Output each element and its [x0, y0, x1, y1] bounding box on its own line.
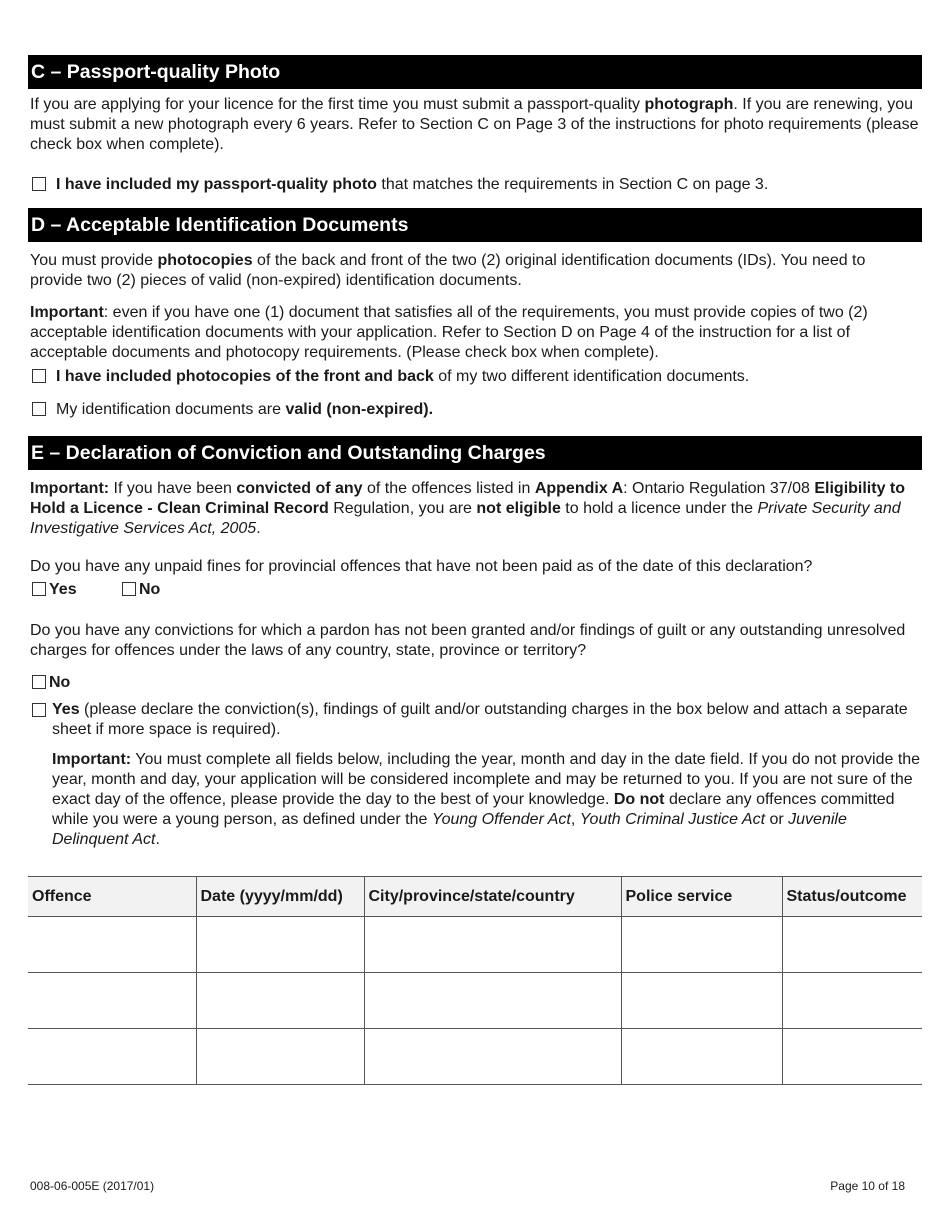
convictions-yes-checkbox[interactable] — [32, 703, 46, 717]
section-c-heading: C – Passport-quality Photo — [28, 55, 922, 89]
section-e-important-2: Important: You must complete all fields below, including the year, month and day in the date field. If you do not provide the year, month and day, your application will be considered incomplete and may be returned to you. If you are not sure of the exact day of the offence, please provide the day to the best of your knowledge. Do not declare any offences committed while you were a young person, as defined under the Young Offender Act, Youth Criminal Justice Act or Juvenile Delinquent Act. — [52, 751, 921, 848]
location-cell[interactable] — [364, 917, 621, 973]
offence-cell[interactable] — [28, 1029, 196, 1085]
header-date: Date (yyyy/mm/dd) — [196, 877, 364, 917]
convictions-question: Do you have any convictions for which a pardon has not been granted and/or findings of guilt or any outstanding unresolved charges for offences under the laws of any country, state, province or territory? — [30, 622, 906, 659]
convictions-yes-row — [32, 700, 922, 740]
offence-cell[interactable] — [28, 973, 196, 1029]
offence-cell[interactable] — [28, 917, 196, 973]
section-d-important: Important: even if you have one (1) document that satisfies all of the requirements, you must provide copies of two (2) acceptable identification documents with your application. Refer to Section D on Page 4 of the instruction for a list of acceptable documents and photocopy requirements. (Please check box when complete). — [30, 304, 868, 361]
table-header-row — [28, 877, 922, 917]
police-service-cell[interactable] — [621, 1029, 782, 1085]
photo-checkbox[interactable] — [32, 177, 46, 191]
date-cell[interactable] — [196, 917, 364, 973]
fines-no-checkbox[interactable] — [122, 582, 136, 596]
section-e-heading: E – Declaration of Conviction and Outstanding Charges — [28, 436, 922, 470]
police-service-cell[interactable] — [621, 973, 782, 1029]
header-offence: Offence — [28, 877, 196, 917]
status-cell[interactable] — [782, 973, 922, 1029]
section-d-heading: D – Acceptable Identification Documents — [28, 208, 922, 242]
status-cell[interactable] — [782, 917, 922, 973]
police-service-cell[interactable] — [621, 917, 782, 973]
fines-yes-row: Yes — [32, 580, 77, 600]
table-row — [28, 917, 922, 973]
section-d-intro: You must provide photocopies of the back and front of the two (2) original identification documents (IDs). You need to provide two (2) pieces of valid (non-expired) identification documents. — [30, 252, 866, 289]
header-police-service: Police service — [621, 877, 782, 917]
page-number: Page 10 of 18 — [830, 1179, 905, 1193]
table-row — [28, 1029, 922, 1085]
convictions-no-row: No — [32, 673, 70, 693]
header-location: City/province/state/country — [364, 877, 621, 917]
date-cell[interactable] — [196, 1029, 364, 1085]
convictions-yes-label: Yes (please declare the conviction(s), findings of guilt and/or outstanding charges in the box below and attach a separate sheet if more space is required). — [52, 701, 908, 738]
date-cell[interactable] — [196, 973, 364, 1029]
form-number: 008-06-005E (2017/01) — [30, 1179, 155, 1193]
section-c-intro: If you are applying for your licence for the first time you must submit a passport-quality photograph. If you are renewing, you must submit a new photograph every 6 years. Refer to Section C on Page 3 of the instructions for photo requirements (please check box when complete). — [30, 96, 919, 153]
fines-yes-checkbox[interactable] — [32, 582, 46, 596]
valid-check-row: My identification documents are valid (non-expired). — [32, 400, 433, 420]
fines-no-row: No — [122, 580, 160, 600]
photocopies-check-row: I have included photocopies of the front and back of my two different identification documents. — [32, 367, 749, 387]
convictions-no-checkbox[interactable] — [32, 675, 46, 689]
location-cell[interactable] — [364, 1029, 621, 1085]
location-cell[interactable] — [364, 973, 621, 1029]
convictions-table — [28, 876, 922, 1085]
table-row — [28, 973, 922, 1029]
section-e-important: Important: If you have been convicted of any of the offences listed in Appendix A: Ontario Regulation 37/08 Eligibility to Hold a Licence - Clean Criminal Record Regulation, you are not eligible to hold a licence under the Private Security and Investigative Services Act, 2005. — [30, 480, 906, 537]
fines-question: Do you have any unpaid fines for provincial offences that have not been paid as of the date of this declaration? — [30, 558, 813, 575]
photo-check-row: I have included my passport-quality photo that matches the requirements in Section C on page 3. — [32, 175, 768, 195]
status-cell[interactable] — [782, 1029, 922, 1085]
valid-checkbox[interactable] — [32, 402, 46, 416]
photocopies-checkbox[interactable] — [32, 369, 46, 383]
header-status: Status/outcome — [782, 877, 922, 917]
